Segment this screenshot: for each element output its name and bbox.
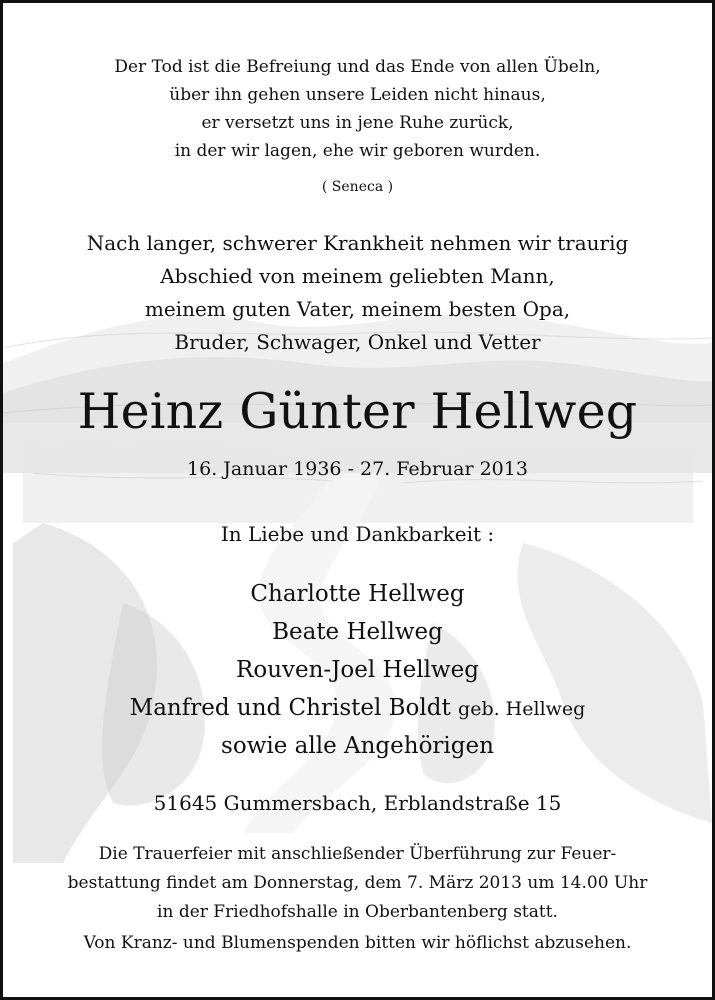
deceased-name: Heinz Günter Hellweg bbox=[77, 383, 638, 440]
mourners-heading: In Liebe und Dankbarkeit : bbox=[220, 522, 495, 546]
mourner-others: sowie alle Angehörigen bbox=[221, 733, 494, 759]
quote-line: in der wir lagen, ehe wir geboren wurden. bbox=[174, 141, 541, 161]
notice-line: Von Kranz- und Blumenspenden bitten wir höflichst abzusehen. bbox=[83, 933, 632, 953]
quote-source: ( Seneca ) bbox=[321, 179, 394, 195]
intro-line: Abschied von meinem geliebten Mann, bbox=[160, 264, 555, 288]
mourner-couple-note: geb. Hellweg bbox=[458, 698, 586, 720]
intro-line: meinem guten Vater, meinem besten Opa, bbox=[144, 297, 571, 321]
notice-line: bestattung findet am Donnerstag, dem 7. März 2013 um 14.00 Uhr bbox=[67, 873, 648, 893]
life-dates: 16. Januar 1936 - 27. Februar 2013 bbox=[187, 458, 528, 480]
mourner-name: Rouven-Joel Hellweg bbox=[236, 657, 479, 683]
mourner-name: Beate Hellweg bbox=[272, 619, 443, 645]
mourner-couple-names: Manfred und Christel Boldt bbox=[129, 695, 451, 721]
intro-line: Bruder, Schwager, Onkel und Vetter bbox=[174, 330, 541, 354]
quote-line: er versetzt uns in jene Ruhe zurück, bbox=[201, 113, 514, 133]
mourner-couple bbox=[3, 695, 712, 721]
quote-line: Der Tod ist die Befreiung und das Ende von allen Übeln, bbox=[114, 57, 601, 77]
intro-line: Nach langer, schwerer Krankheit nehmen wir traurig bbox=[86, 231, 629, 255]
family-address: 51645 Gummersbach, Erblandstraße 15 bbox=[153, 791, 562, 815]
notice-line: in der Friedhofshalle in Oberbantenberg statt. bbox=[157, 902, 558, 922]
quote-line: über ihn gehen unsere Leiden nicht hinaus, bbox=[169, 85, 546, 105]
notice-line: Die Trauerfeier mit anschließender Überführung zur Feuer- bbox=[98, 844, 617, 864]
mourner-name: Charlotte Hellweg bbox=[250, 581, 465, 607]
